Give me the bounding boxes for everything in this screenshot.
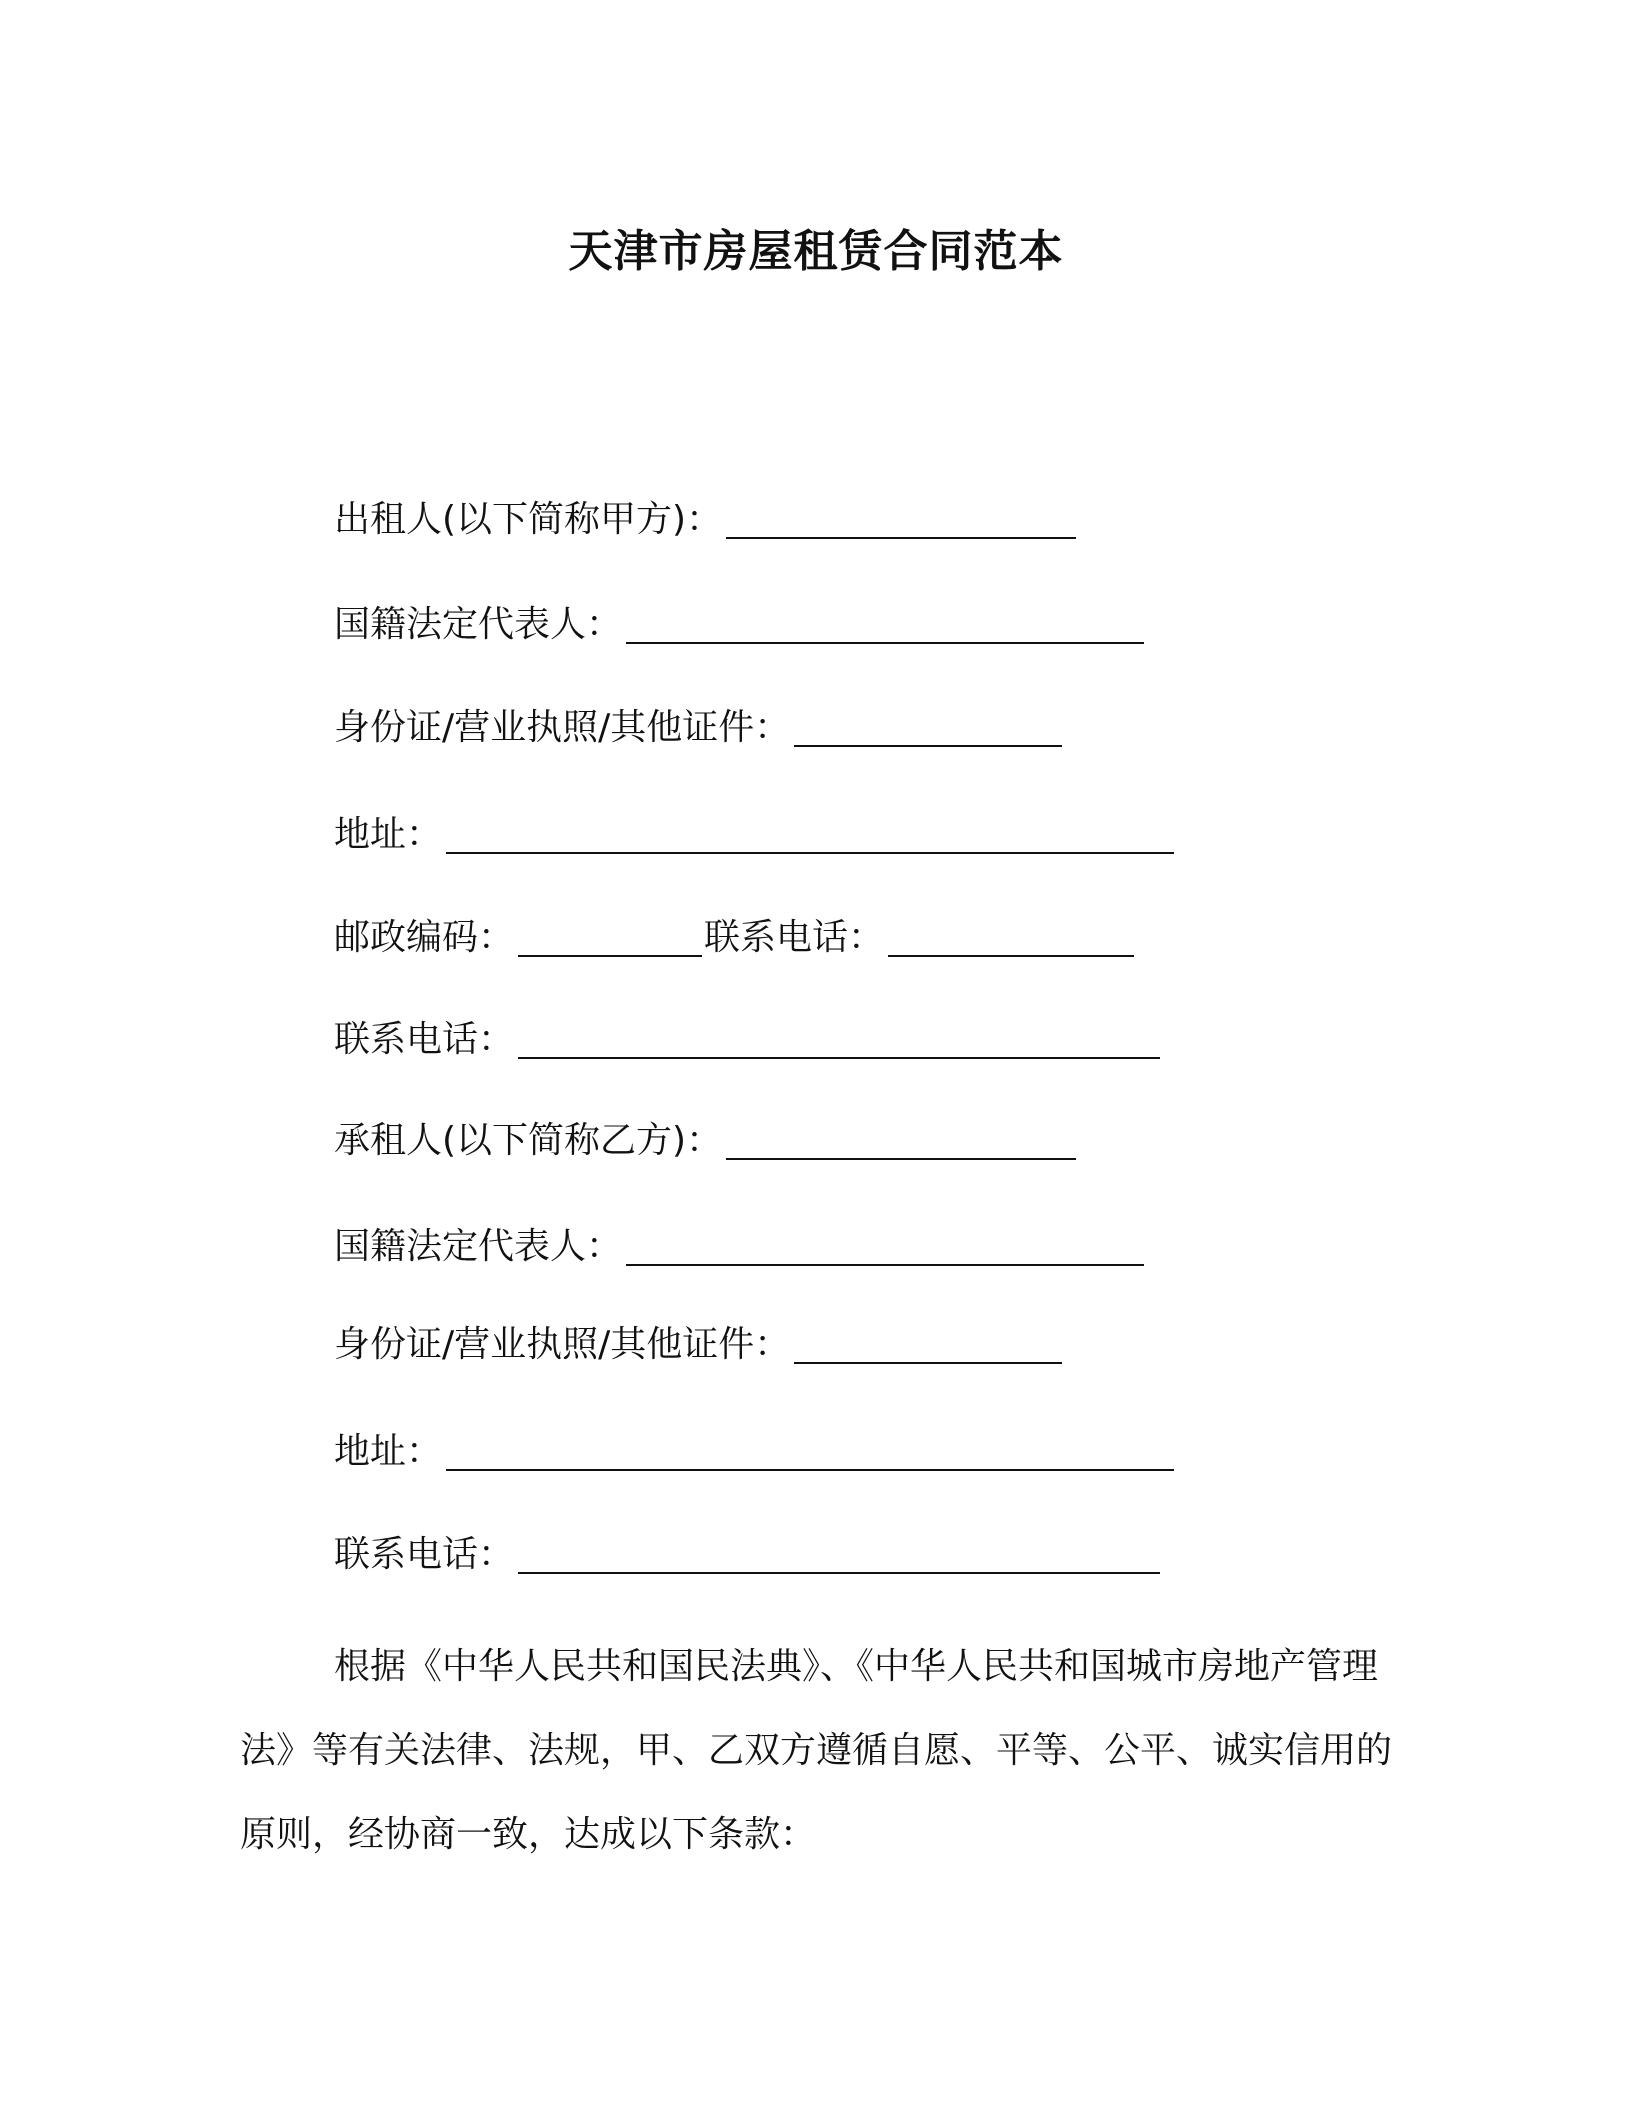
lessor-name-blank[interactable]: [726, 503, 1076, 539]
lessee-name-label: 承租人(以下简称乙方)：: [334, 1120, 723, 1161]
lessee-id-blank[interactable]: [794, 1328, 1062, 1364]
lessee-address-field: [334, 1427, 1174, 1477]
lessor-representative-blank[interactable]: [626, 608, 1144, 644]
lessee-address-label: 地址：: [334, 1431, 443, 1472]
lessor-postcode-phone-field: [334, 913, 1134, 963]
lessor-id-blank[interactable]: [794, 711, 1062, 747]
lessor-name-field: [334, 495, 1076, 545]
lessee-phone-field: [334, 1530, 1160, 1580]
lessor-address-blank[interactable]: [446, 818, 1174, 854]
lessee-representative-blank[interactable]: [626, 1230, 1144, 1266]
lessee-representative-field: [334, 1222, 1144, 1272]
lessor-address-label: 地址：: [334, 814, 443, 855]
lessor-name-label: 出租人(以下简称甲方)：: [334, 499, 723, 540]
lessor-postcode-blank[interactable]: [518, 921, 702, 957]
lessee-phone-blank[interactable]: [518, 1538, 1160, 1574]
lessor-representative-field: [334, 600, 1144, 650]
lessor-address-field: [334, 810, 1174, 860]
lessee-id-field: [334, 1320, 1062, 1370]
document-title: 天津市房屋租赁合同范本: [568, 226, 1064, 277]
lessor-representative-label: 国籍法定代表人：: [334, 604, 623, 645]
lessor-phone-label-inline: 联系电话：: [704, 917, 885, 958]
lessee-name-field: [334, 1116, 1076, 1166]
lessor-phone-blank-inline[interactable]: [888, 921, 1134, 957]
lessor-id-label: 身份证/营业执照/其他证件：: [334, 707, 791, 748]
preamble-paragraph: 根据《中华人民共和国民法典》、《中华人民共和国城市房地产管理法》等有关法律、法规，甲、乙双方遵循自愿、平等、公平、诚实信用的原则，经协商一致，达成以下条款：: [240, 1646, 1393, 1855]
lessor-phone-blank[interactable]: [518, 1023, 1160, 1059]
lessee-phone-label: 联系电话：: [334, 1534, 515, 1575]
lessor-postcode-label: 邮政编码：: [334, 917, 515, 958]
lessee-id-label: 身份证/营业执照/其他证件：: [334, 1324, 791, 1365]
lessor-phone-field: [334, 1015, 1160, 1065]
lessor-id-field: [334, 703, 1062, 753]
lessee-address-blank[interactable]: [446, 1435, 1174, 1471]
lessee-name-blank[interactable]: [726, 1124, 1076, 1160]
lessee-representative-label: 国籍法定代表人：: [334, 1226, 623, 1267]
lessor-phone-label: 联系电话：: [334, 1019, 515, 1060]
